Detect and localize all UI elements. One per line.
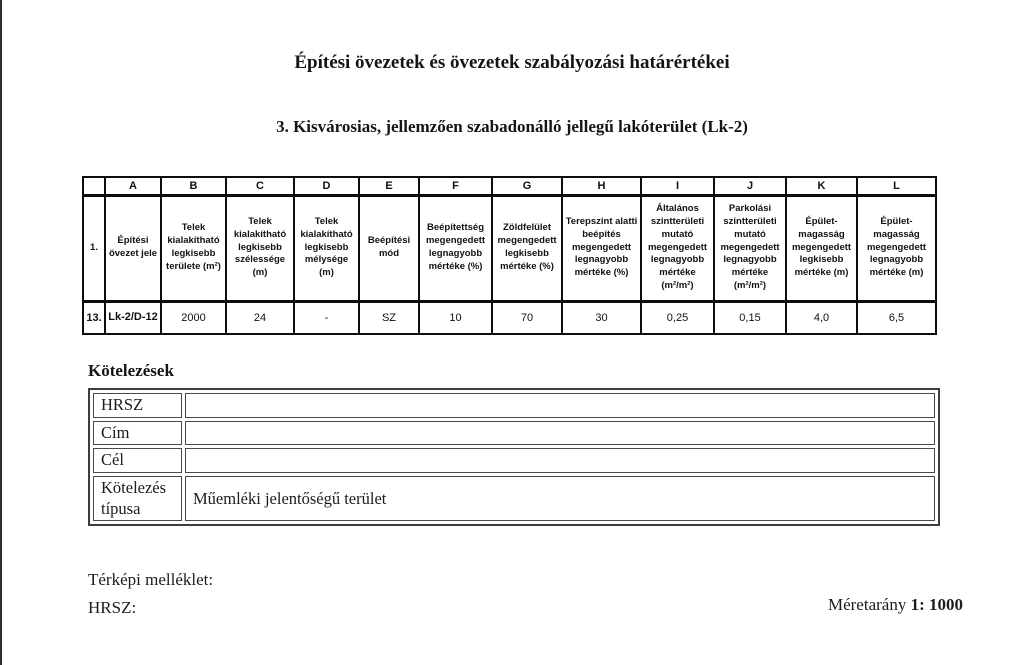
column-header-cell: Telek kialakítható legkisebb szélessége (m) xyxy=(226,195,294,301)
zoning-limits-table xyxy=(82,176,937,335)
column-header-cell: Parkolási szintterületi mutató megengedett legnagyobb mértéke (m²/m²) xyxy=(714,195,786,301)
obligation-label: HRSZ xyxy=(93,393,182,418)
scale-label: Méretarány xyxy=(827,595,907,614)
obligation-label: Cím xyxy=(93,421,182,446)
row-number-cell: 1. xyxy=(83,195,105,301)
obligations-table xyxy=(88,388,940,526)
obligation-value xyxy=(185,421,935,446)
column-header-cell: Beépítettség megengedett legnagyobb mértéke (%) xyxy=(419,195,492,301)
obligation-row-tipusa xyxy=(93,476,935,521)
zone-code-cell: Lk-2/D-12 xyxy=(105,301,161,334)
data-cell: 4,0 xyxy=(786,301,857,334)
obligation-value xyxy=(185,448,935,473)
obligation-value xyxy=(185,393,935,418)
column-letter-cell: H xyxy=(562,177,641,195)
column-letter-cell: K xyxy=(786,177,857,195)
row-number-cell xyxy=(83,177,105,195)
column-letter-cell: D xyxy=(294,177,359,195)
column-header-cell: Beépítési mód xyxy=(359,195,419,301)
column-header-cell: Épület-magasság megengedett legkisebb mértéke (m) xyxy=(786,195,857,301)
column-letter-cell: F xyxy=(419,177,492,195)
data-cell: - xyxy=(294,301,359,334)
data-cell: 10 xyxy=(419,301,492,334)
obligation-row-cim xyxy=(93,421,935,446)
column-header-row xyxy=(83,195,936,301)
column-header-cell: Telek kialakítható legkisebb mélysége (m) xyxy=(294,195,359,301)
hrsz-footer-label: HRSZ: xyxy=(88,598,137,617)
data-cell: 0,15 xyxy=(714,301,786,334)
page-subtitle: 3. Kisvárosias, jellemzően szabadonálló jellegű lakóterület (Lk-2) xyxy=(276,117,748,136)
data-cell: 2000 xyxy=(161,301,226,334)
column-letter-cell: C xyxy=(226,177,294,195)
column-letter-cell: I xyxy=(641,177,714,195)
obligation-label: Kötelezés típusa xyxy=(93,476,182,521)
column-letter-row xyxy=(83,177,936,195)
row-number-cell: 13. xyxy=(83,301,105,334)
data-cell: 30 xyxy=(562,301,641,334)
data-cell: 0,25 xyxy=(641,301,714,334)
obligation-row-cel xyxy=(93,448,935,473)
column-header-cell: Zöldfelület megengedett legkisebb mértéke (%) xyxy=(492,195,562,301)
column-header-cell: Telek kialakítható legkisebb területe (m²) xyxy=(161,195,226,301)
obligation-row-hrsz xyxy=(93,393,935,418)
page-edge-line xyxy=(0,0,2,665)
obligation-value: Műemléki jelentőségű terület xyxy=(185,476,935,521)
map-attachment-label: Térképi melléklet: xyxy=(88,570,214,589)
data-cell: 6,5 xyxy=(857,301,936,334)
column-letter-cell: G xyxy=(492,177,562,195)
obligation-label: Cél xyxy=(93,448,182,473)
column-letter-cell: J xyxy=(714,177,786,195)
column-header-cell: Építési övezet jele xyxy=(105,195,161,301)
column-header-cell: Épület-magasság megengedett legnagyobb mértéke (m) xyxy=(857,195,936,301)
column-letter-cell: E xyxy=(359,177,419,195)
column-header-cell: Általános szintterületi mutató megengedett legnagyobb mértéke (m²/m²) xyxy=(641,195,714,301)
data-cell: 24 xyxy=(226,301,294,334)
data-cell: SZ xyxy=(359,301,419,334)
column-letter-cell: B xyxy=(161,177,226,195)
obligations-heading: Kötelezések xyxy=(88,361,174,380)
page-title: Építési övezetek és övezetek szabályozási határértékei xyxy=(294,52,730,73)
column-letter-cell: L xyxy=(857,177,936,195)
scale-line xyxy=(828,595,963,615)
column-header-cell: Terepszint alatti beépítés megengedett legnagyobb mértéke (%) xyxy=(562,195,641,301)
zone-data-row xyxy=(83,301,936,334)
scale-value: 1: 1000 xyxy=(910,595,963,614)
column-letter-cell: A xyxy=(105,177,161,195)
data-cell: 70 xyxy=(492,301,562,334)
